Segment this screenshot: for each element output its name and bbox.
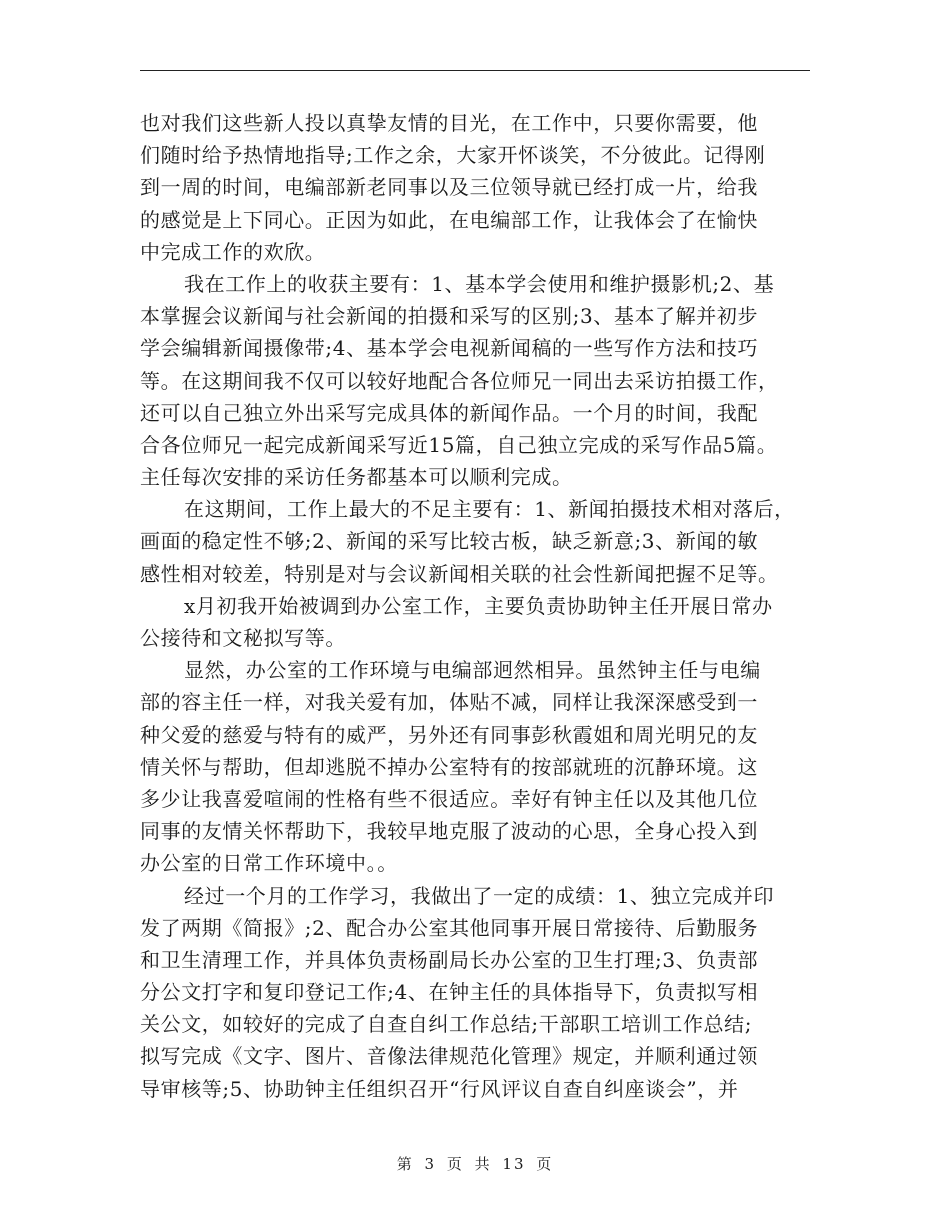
text-line: 拟写完成《文字、图片、音像法律规范化管理》规定，并顺利通过领 (140, 1044, 758, 1069)
text-line: 情关怀与帮助，但却逃脱不掉办公室特有的按部就班的沉静环境。这 (140, 754, 758, 779)
header-rule (140, 70, 810, 71)
text-line: 感性相对较差，特别是对与会议新闻相关联的社会性新闻把握不足等。 (140, 561, 779, 586)
total-page-count: 13 (502, 1155, 526, 1173)
text-line: 等。在这期间我不仅可以较好地配合各位师兄一同出去采访拍摄工作， (140, 368, 779, 393)
text-line: 多少让我喜爱喧闹的性格有些不很适应。幸好有钟主任以及其他几位 (140, 786, 758, 811)
paragraph-first-line: 我在工作上的收获主要有：1、基本学会使用和维护摄影机;2、基 (184, 271, 775, 296)
text-line: 种父爱的慈爱与特有的威严，另外还有同事彭秋霞姐和周光明兄的友 (140, 722, 758, 747)
document-body (140, 107, 820, 1105)
footer-page-word: 页 (446, 1155, 464, 1173)
text-line: 部的容主任一样，对我关爱有加，体贴不减，同样让我深深感受到一 (140, 690, 758, 715)
footer-total-word: 共 (474, 1155, 492, 1173)
text-line: 学会编辑新闻摄像带;4、基本学会电视新闻稿的一些写作方法和技巧 (140, 336, 759, 361)
text-line: 合各位师兄一起完成新闻采写近15篇，自己独立完成的采写作品5篇。 (140, 432, 778, 457)
text-line: 发了两期《简报》;2、配合办公室其他同事开展日常接待、后勤服务 (140, 915, 759, 940)
paragraph-first-line: 在这期间，工作上最大的不足主要有：1、新闻拍摄技术相对落后， (184, 497, 795, 522)
text-line: 的感觉是上下同心。正因为如此，在电编部工作，让我体会了在愉快 (140, 207, 758, 232)
text-line: 同事的友情关怀帮助下，我较早地克服了波动的心思，全身心投入到 (140, 819, 758, 844)
text-line: 分公文打字和复印登记工作;4、在钟主任的具体指导下，负责拟写相 (140, 980, 759, 1005)
text-line: 导审核等;5、协助钟主任组织召开“行风评议自查自纠座谈会”，并 (140, 1076, 739, 1101)
page-footer (0, 1153, 950, 1174)
text-line: 中完成工作的欢欣。 (140, 239, 326, 264)
text-line: 公接待和文秘拟写等。 (140, 626, 346, 650)
footer-prefix: 第 (396, 1155, 414, 1173)
text-line: 还可以自己独立外出采写完成具体的新闻作品。一个月的时间，我配 (140, 400, 758, 425)
text-line: 和卫生清理工作，并具体负责杨副局长办公室的卫生打理;3、负责部 (140, 947, 759, 972)
paragraph-first-line: x月初我开始被调到办公室工作，主要负责协助钟主任开展日常办 (184, 593, 773, 618)
text-line: 本掌握会议新闻与社会新闻的拍摄和采写的区别;3、基本了解并初步 (140, 304, 759, 329)
footer-suffix: 页 (536, 1155, 554, 1173)
text-line: 关公文，如较好的完成了自查自纠工作总结;干部职工培训工作总结; (140, 1012, 753, 1037)
text-line: 办公室的日常工作环境中。。 (140, 851, 398, 876)
current-page-number: 3 (424, 1155, 437, 1173)
text-line: 也对我们这些新人投以真挚友情的目光，在工作中，只要你需要，他 (140, 111, 758, 135)
text-line: 们随时给予热情地指导;工作之余，大家开怀谈笑，不分彼此。记得刚 (140, 143, 766, 168)
paragraph-first-line: 显然，办公室的工作环境与电编部迥然相异。虽然钟主任与电编 (184, 658, 761, 683)
text-line: 画面的稳定性不够;2、新闻的采写比较古板，缺乏新意;3、新闻的敏 (140, 529, 759, 554)
text-line: 主任每次安排的采访任务都基本可以顺利完成。 (140, 465, 573, 490)
text-line: 到一周的时间，电编部新老同事以及三位领导就已经打成一片，给我 (140, 175, 758, 200)
paragraph-first-line: 经过一个月的工作学习，我做出了一定的成绩：1、独立完成并印 (184, 883, 775, 908)
